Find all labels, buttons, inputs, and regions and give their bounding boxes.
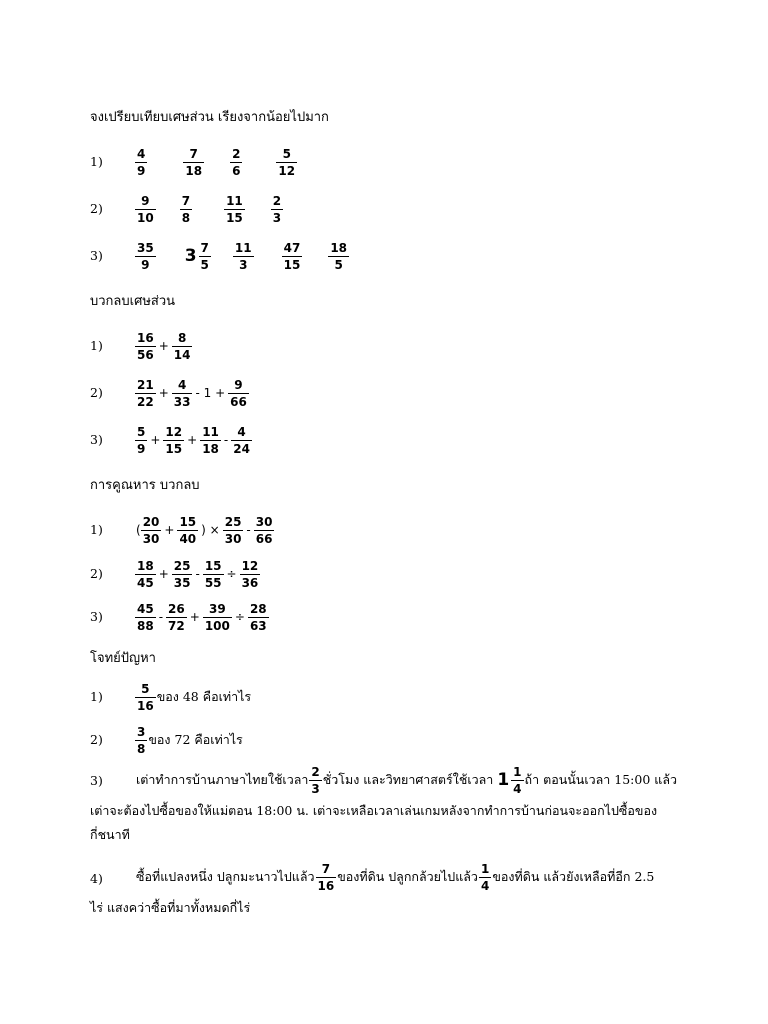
item-number: 2) <box>90 385 103 400</box>
addsub-row-2 <box>90 374 690 412</box>
fraction: $\frac{3}{8}$ <box>137 724 146 756</box>
addsub-row-1 <box>90 327 690 365</box>
expression <box>136 678 251 716</box>
problem-text: ไร่ แสงคว่าซื้อที่มาทั้งหมดกี่ไร่ <box>90 900 251 915</box>
operator: - <box>246 523 251 537</box>
expression <box>136 598 268 636</box>
fraction: $\frac{1}{4}$ <box>513 764 522 796</box>
word-problems-heading: โจทย์ปัญหา <box>90 651 156 666</box>
fraction: $\frac{5}{16}$ <box>137 681 154 713</box>
problem-text: เต่าจะต้องไปซื้อของให้แม่ตอน 18:00 น. เต่าจะเหลือเวลาเล่นเกมหลังจากทำการบ้านก่อนจะออกไปซื้อของ <box>90 803 658 818</box>
fraction: $\frac{20}{30}$ <box>142 514 160 546</box>
fraction: $\frac{2}{3}$ <box>272 193 282 225</box>
item-number: 1) <box>90 338 103 353</box>
fraction: $\frac{2}{6}$ <box>232 146 241 178</box>
fraction: $\frac{4}{24}$ <box>233 424 250 456</box>
fraction: $\frac{2}{3}$ <box>311 764 320 796</box>
fraction: $\frac{1}{4}$ <box>480 861 490 893</box>
fraction: $\frac{25}{35}$ <box>173 558 191 590</box>
operator: - <box>195 567 200 581</box>
muldiv-heading: การคูณหาร บวกลบ <box>90 478 200 493</box>
fraction: $\frac{7}{8}$ <box>181 193 191 225</box>
item-number: 4) <box>90 871 103 886</box>
fraction: $\frac{7}{16}$ <box>317 861 335 893</box>
operator: + <box>164 523 175 537</box>
fraction: $\frac{11}{15}$ <box>226 193 243 225</box>
fraction: $\frac{12}{15}$ <box>165 424 183 456</box>
expression <box>136 721 243 759</box>
muldiv-row-3 <box>90 598 690 636</box>
item-number: 3) <box>90 432 103 447</box>
fraction: $\frac{39}{100}$ <box>204 601 230 633</box>
word-problem-2 <box>90 721 690 759</box>
fraction: $\frac{11}{18}$ <box>202 424 219 456</box>
operator: ) × <box>201 523 220 537</box>
item-number: 2) <box>90 732 103 747</box>
operator: + <box>189 610 200 624</box>
operator: + <box>158 386 169 400</box>
problem-text: เต่าทำการบ้านภาษาไทยใช้เวลา <box>136 772 309 787</box>
operator: - 1 + <box>195 386 226 400</box>
item-number: 1) <box>90 689 103 704</box>
fraction: $\frac{18}{45}$ <box>137 558 154 590</box>
fraction: $\frac{4}{33}$ <box>173 377 191 409</box>
problem-text: ถ้า ตอนนั้นเวลา 15:00 แล้ว <box>524 772 678 787</box>
fraction: $\frac{5}{12}$ <box>278 146 296 178</box>
fraction-list <box>136 190 282 228</box>
fraction: $\frac{5}{9}$ <box>137 424 146 456</box>
fraction: $\frac{9}{10}$ <box>137 193 154 225</box>
mixed-number-whole: 3 <box>184 246 197 266</box>
expression <box>136 555 259 593</box>
expression <box>136 374 248 412</box>
compare-row-3 <box>90 237 690 275</box>
compare-row-1 <box>90 143 690 181</box>
fraction: $\frac{7}{18}$ <box>185 146 203 178</box>
operator: + <box>158 339 169 353</box>
problem-text: ของที่ดิน ปลูกกล้วยไปแล้ว <box>337 869 478 884</box>
item-number: 1) <box>90 154 103 169</box>
fraction: $\frac{7}{5}$ <box>200 240 209 272</box>
word-problem-1 <box>90 678 690 716</box>
problem-text: ของ 48 คือเท่าไร <box>156 689 252 704</box>
operator: + <box>158 567 169 581</box>
compare-heading: จงเปรียบเทียบเศษส่วน เรียงจากน้อยไปมาก <box>90 110 329 125</box>
fraction: $\frac{35}{9}$ <box>137 240 154 272</box>
operator: - <box>223 433 229 447</box>
fraction: $\frac{26}{72}$ <box>168 601 185 633</box>
fraction: $\frac{30}{66}$ <box>255 514 273 546</box>
expression <box>136 327 191 365</box>
fraction: $\frac{15}{40}$ <box>179 514 197 546</box>
fraction: $\frac{8}{14}$ <box>173 330 191 362</box>
muldiv-row-1 <box>90 511 690 549</box>
fraction: $\frac{21}{22}$ <box>137 377 154 409</box>
mixed-number-whole: 1 <box>497 770 510 790</box>
fraction-list <box>136 143 296 181</box>
fraction: $\frac{18}{5}$ <box>330 240 348 272</box>
fraction: $\frac{45}{88}$ <box>137 601 154 633</box>
fraction: $\frac{16}{56}$ <box>137 330 154 362</box>
fraction: $\frac{4}{9}$ <box>137 146 146 178</box>
item-number: 2) <box>90 566 103 581</box>
problem-text: ซื้อที่แปลงหนึ่ง ปลูกมะนาวไปแล้ว <box>136 869 315 884</box>
operator: - <box>158 610 164 624</box>
problem-text: ชั่วโมง และวิทยาศาสตร์ใช้เวลา <box>322 772 494 787</box>
problem-text: ของ 72 คือเท่าไร <box>148 732 243 747</box>
problem-text: ของที่ดิน แล้วยังเหลือที่อีก 2.5 <box>492 869 655 884</box>
open-paren: ( <box>136 523 141 537</box>
addsub-heading: บวกลบเศษส่วน <box>90 294 176 309</box>
item-number: 2) <box>90 201 103 216</box>
problem-text: กี่ชนาที <box>90 827 130 842</box>
expression <box>136 421 251 459</box>
fraction-list <box>136 237 348 275</box>
fraction: $\frac{9}{66}$ <box>230 377 247 409</box>
fraction: $\frac{12}{36}$ <box>241 558 259 590</box>
fraction: $\frac{28}{63}$ <box>249 601 267 633</box>
item-number: 3) <box>90 248 103 263</box>
item-number: 3) <box>90 609 103 624</box>
operator: ÷ <box>234 610 245 624</box>
addsub-row-3 <box>90 421 690 459</box>
fraction: $\frac{47}{15}$ <box>283 240 301 272</box>
item-number: 3) <box>90 773 103 788</box>
operator: + <box>150 433 161 447</box>
operator: + <box>187 433 198 447</box>
muldiv-row-2 <box>90 555 690 593</box>
expression <box>136 511 273 549</box>
fraction: $\frac{25}{30}$ <box>224 514 242 546</box>
fraction: $\frac{11}{3}$ <box>234 240 252 272</box>
fraction: $\frac{15}{55}$ <box>204 558 222 590</box>
item-number: 1) <box>90 522 103 537</box>
operator: ÷ <box>226 567 237 581</box>
compare-row-2 <box>90 190 690 228</box>
